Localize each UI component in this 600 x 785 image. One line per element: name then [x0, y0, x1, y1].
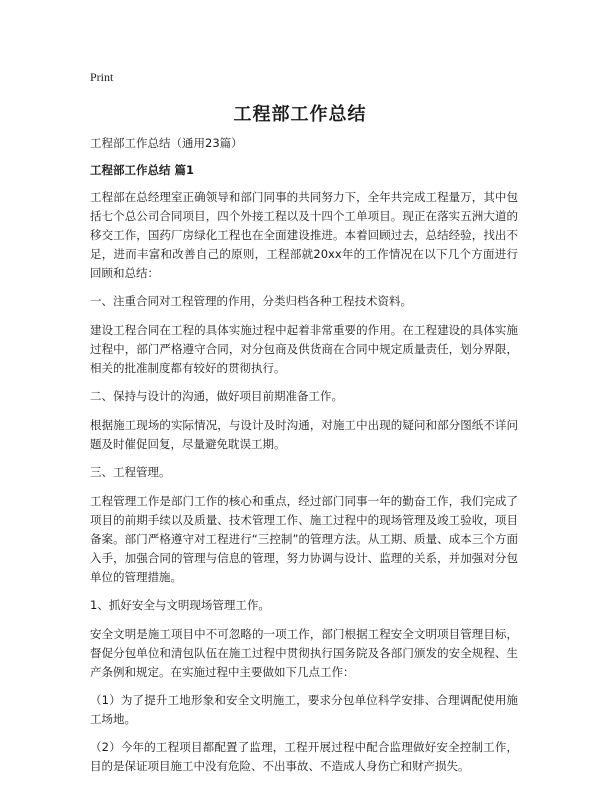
document-body — [90, 134, 518, 785]
section-heading: 工程部工作总结 篇1 — [90, 163, 195, 177]
paragraph-design: 根据施工现场的实际情况，与设计及时沟通，对施工中出现的疑问和部分图纸不详问题及时催促回复，尽量避免耽误工期。 — [90, 418, 518, 451]
paragraph-intro: 工程部在总经理室正确领导和部门同事的共同努力下，全年共完成工程量万，其中包括七个总公司合同项目，四个外接工程以及十四个工单项目。现正在落实五洲大道的移交工作，国药厂房绿化工程也在全面建设推进。本着回顾过去，总结经验，找出不足，进而丰富和改善自己的原则，工程部就20xx年的工作情况在以下几个方面进行回顾和总结： — [90, 190, 518, 280]
heading-safety: 1、抓好安全与文明现场管理工作。 — [90, 598, 270, 612]
list-item-2: （2）今年的工程项目都配置了监理，工程开展过程中配合监理做好安全控制工作，目的是保证项目施工中没有危险、不出事故、不造成人身伤亡和财产损失。 — [90, 740, 518, 773]
heading-management: 三、工程管理。 — [90, 465, 171, 479]
heading-design: 二、保持与设计的沟通，做好项目前期准备工作。 — [90, 389, 343, 403]
document-subtitle: 工程部工作总结（通用23篇） — [90, 136, 243, 150]
heading-contract: 一、注重合同对工程管理的作用，分类归档各种工程技术资料。 — [90, 294, 412, 308]
paragraph-safety: 安全文明是施工项目中不可忽略的一项工作，部门根据工程安全文明项目管理目标，督促分包单位和清包队伍在施工过程中贯彻执行国务院及各部门颁发的安全规程、生产条例和规定。在实施过程中主要做如下几点工作： — [90, 627, 518, 679]
paragraph-contract: 建设工程合同在工程的具体实施过程中起着非常重要的作用。在工程建设的具体实施过程中，部门严格遵守合同，对分包商及供货商在合同中规定质量责任，划分界限，相关的批准制度都有较好的贯彻执行。 — [90, 323, 518, 375]
paragraph-management: 工程管理工作是部门工作的核心和重点，经过部门同事一年的勤奋工作，我们完成了项目的前期手续以及质量、技术管理工作、施工过程中的现场管理及竣工验收，项目备案。部门严格遵守对工程进行“三控制”的管理方法。从工期、质量、成本三个方面入手，加强合同的管理与信息的管理，努力协调与设计、监理的关系，并加强对分包单位的管理措施。 — [90, 494, 518, 584]
print-link[interactable]: Print — [90, 70, 114, 84]
list-item-1: （1）为了提升工地形象和安全文明施工，要求分包单位科学安排、合理调配使用施工场地。 — [90, 693, 518, 726]
document-title: 工程部工作总结 — [233, 104, 367, 125]
